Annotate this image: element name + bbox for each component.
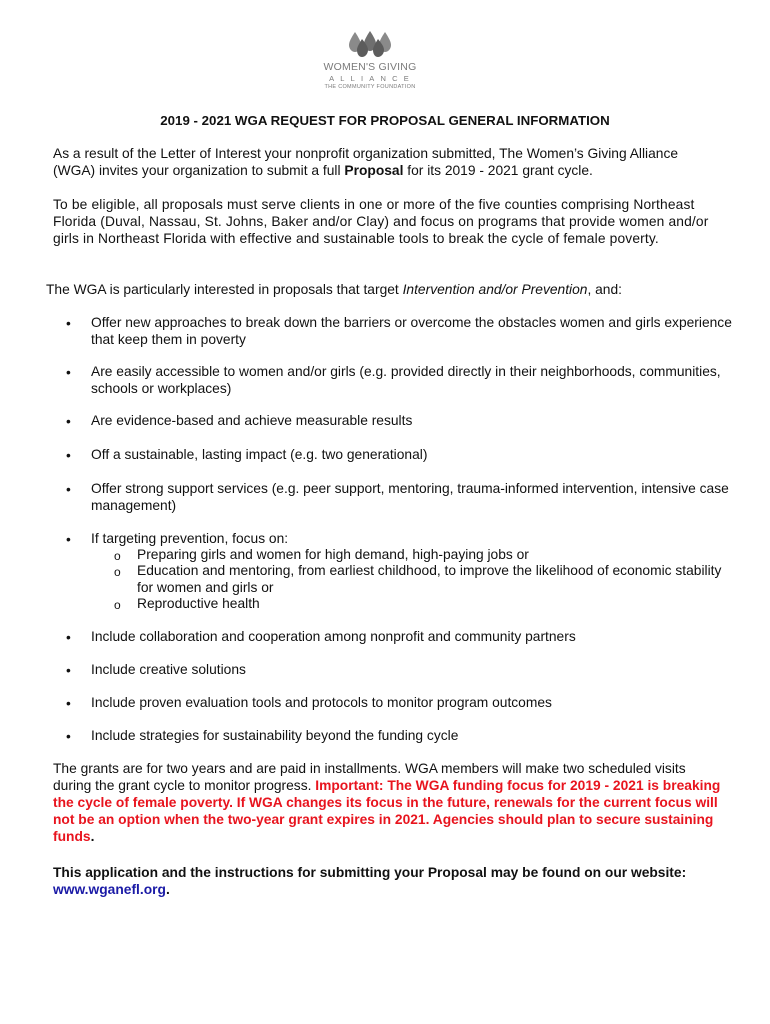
- grants-paragraph: [53, 760, 721, 845]
- sub-bullet-marker: o: [114, 549, 121, 563]
- bullet-item: Include strategies for sustainability beyond the funding cycle: [91, 728, 459, 743]
- bullet-item: If targeting prevention, focus on:: [91, 531, 289, 546]
- bullet-item: Are evidence-based and achieve measurable results: [91, 413, 413, 428]
- intro-text-1: As a result of the Letter of Interest your nonprofit organization submitted, The Women’s Giving Alliance (WGA) invites your organization to submit a full: [53, 146, 679, 178]
- bullet-marker: •: [66, 532, 71, 547]
- bullet-marker: •: [66, 365, 71, 380]
- interest-text-2: , and:: [587, 282, 622, 297]
- bullet-marker: •: [66, 630, 71, 645]
- sub-bullet-marker: o: [114, 565, 121, 579]
- important-notice: Important: The WGA funding focus for 2019 - 2021 is breaking the cycle of female poverty. If WGA changes its focus in the future, renewals for the current focus will not be an option when the two-year grant expires in 2021. Agencies should plan to secure sustaining funds: [53, 778, 721, 844]
- bullet-marker: •: [66, 663, 71, 678]
- logo-subtitle: THE COMMUNITY FOUNDATION: [324, 84, 416, 90]
- droplets-logo-icon: [348, 30, 392, 60]
- bullet-marker: •: [66, 696, 71, 711]
- wga-logo: [318, 30, 422, 90]
- bullet-item: Include collaboration and cooperation among nonprofit and community partners: [91, 629, 576, 644]
- closing-text: This application and the instructions for submitting your Proposal may be found on our website:: [53, 865, 687, 880]
- prevention-item: Preparing girls and women for high demand, high-paying jobs or: [137, 547, 529, 562]
- grants-end: .: [90, 829, 95, 844]
- eligibility-paragraph: To be eligible, all proposals must serve clients in one or more of the five counties comprising Northeast Florida (Duval, Nassau, St. Johns, Baker and/or Clay) and focus on programs that provide women and/or girls in Northeast Florida with effective and sustainable tools to break the cycle of female poverty.: [53, 197, 709, 246]
- page-title: 2019 - 2021 WGA REQUEST FOR PROPOSAL GENERAL INFORMATION: [160, 113, 610, 128]
- bullet-item: Offer new approaches to break down the barriers or overcome the obstacles women and girls experience that keep them in poverty: [91, 315, 732, 347]
- grants-text: The grants are for two years and are paid in installments. WGA members will make two scheduled visits during the grant cycle to monitor progress.: [53, 761, 686, 793]
- bullet-marker: •: [66, 448, 71, 463]
- bullet-marker: •: [66, 316, 71, 331]
- bullet-marker: •: [66, 482, 71, 497]
- bullet-item: Offer strong support services (e.g. peer support, mentoring, trauma-informed intervention, intensive case management): [91, 481, 729, 513]
- closing-end: .: [165, 882, 170, 897]
- bullet-item: Include proven evaluation tools and protocols to monitor program outcomes: [91, 695, 552, 710]
- bullet-item: Are easily accessible to women and/or girls (e.g. provided directly in their neighborhoods, communities, schools or workplaces): [91, 364, 721, 396]
- logo-alliance: ALLIANCE: [329, 74, 415, 83]
- sub-bullet-marker: o: [114, 598, 121, 612]
- prevention-item: Education and mentoring, from earliest childhood, to improve the likelihood of economic stability for women and girls or: [137, 563, 722, 595]
- interest-italic: Intervention and/or Prevention: [402, 282, 588, 297]
- prevention-item: Reproductive health: [137, 596, 260, 611]
- bullet-item: Off a sustainable, lasting impact (e.g. two generational): [91, 447, 428, 462]
- intro-paragraph: [53, 145, 718, 179]
- closing-paragraph: [53, 864, 693, 898]
- bullet-marker: •: [66, 414, 71, 429]
- bullet-marker: •: [66, 729, 71, 744]
- website-link[interactable]: www.wganefl.org: [53, 882, 166, 897]
- bullet-item: Include creative solutions: [91, 662, 246, 677]
- intro-text-2: for its 2019 - 2021 grant cycle.: [403, 163, 593, 178]
- intro-proposal: Proposal: [344, 163, 404, 178]
- interest-paragraph: [46, 281, 746, 298]
- logo-name: WOMEN'S GIVING: [323, 61, 417, 73]
- interest-text-1: The WGA is particularly interested in proposals that target: [46, 282, 403, 297]
